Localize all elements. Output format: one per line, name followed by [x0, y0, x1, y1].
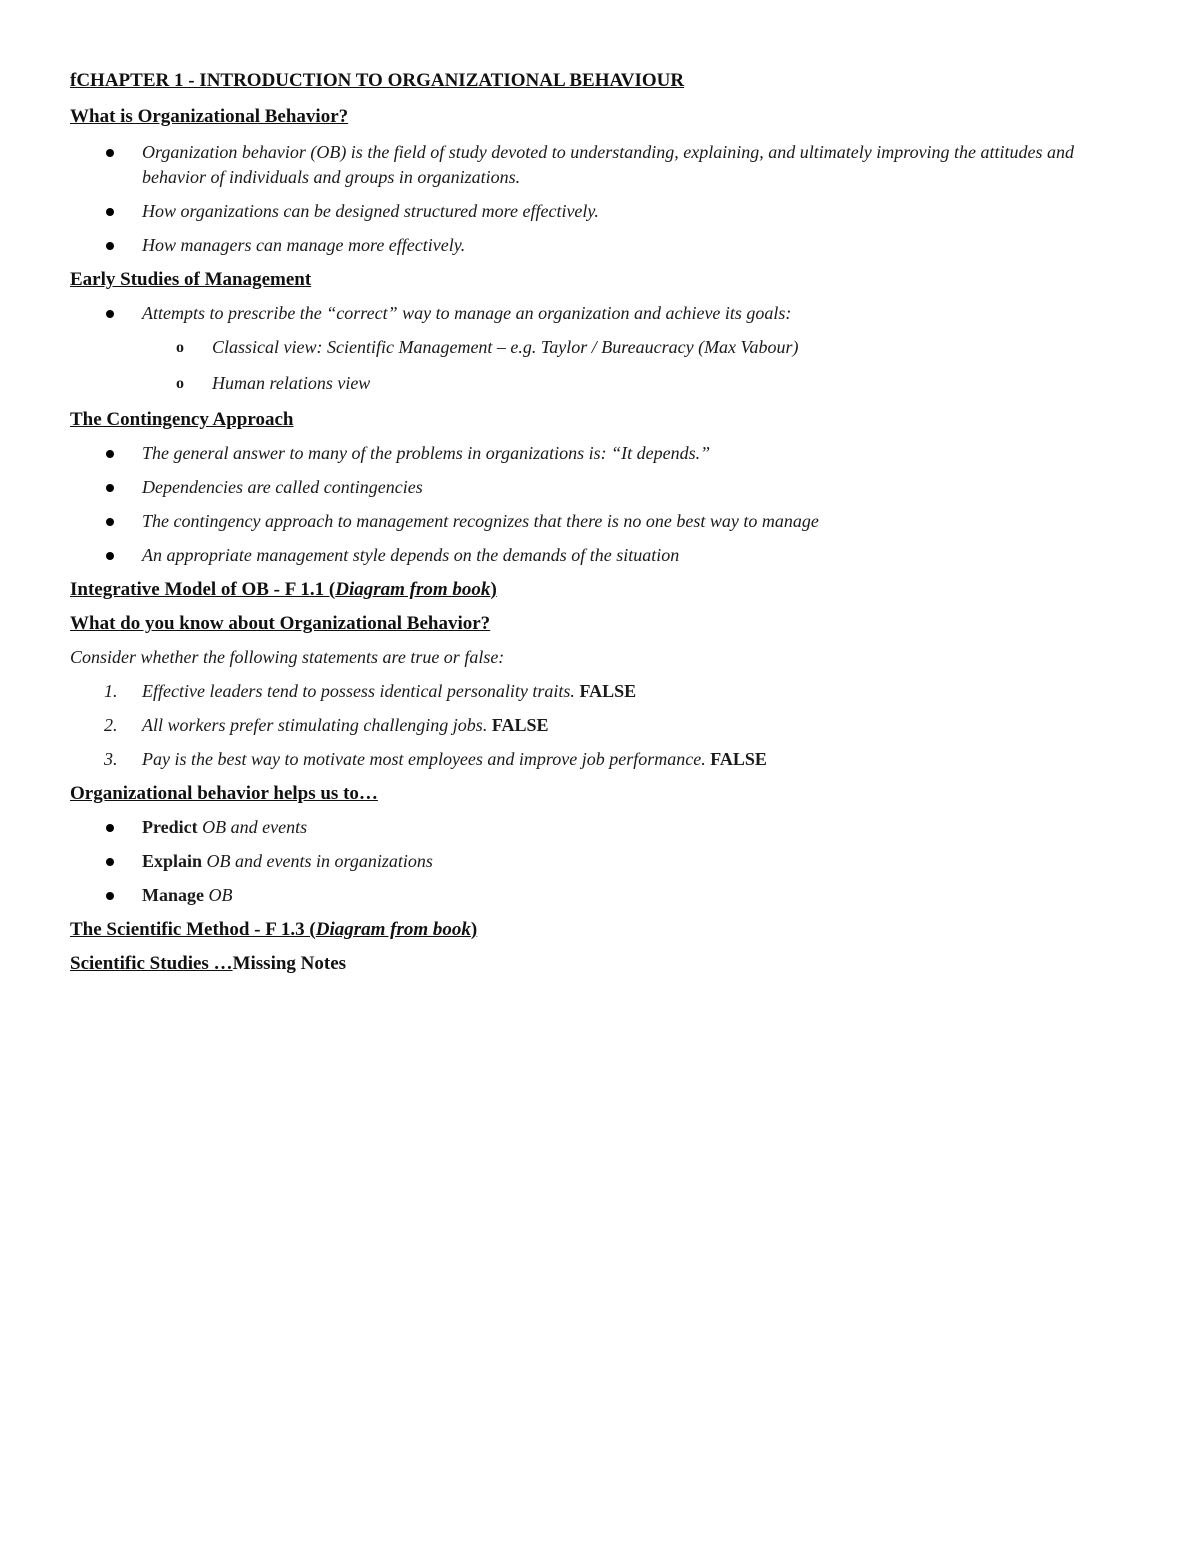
document-title: fCHAPTER 1 - INTRODUCTION TO ORGANIZATIONAL BEHAVIOUR — [70, 70, 685, 91]
section-heading-early-studies: Early Studies of Management — [70, 269, 312, 290]
sublist-item — [70, 371, 1130, 396]
section-heading-scientific-method — [70, 917, 1130, 943]
bullet-icon — [106, 310, 114, 318]
heading-text: Scientific Studies … — [70, 953, 233, 974]
list-item-text: Organization behavior (OB) is the field of study devoted to understanding, explaining, and ultimately improving the attitudes and behavior of individuals and groups in organizations. — [142, 142, 1075, 187]
item-number: 1. — [104, 681, 118, 701]
bullet-icon — [106, 892, 114, 900]
list-item-text: OB and events in organizations — [202, 851, 433, 871]
list-item-text: An appropriate management style depends on the demands of the situation — [142, 545, 680, 565]
list-item — [70, 475, 1130, 500]
list-item — [70, 849, 1130, 874]
bullet-icon — [106, 149, 114, 157]
numbered-item — [70, 713, 1130, 738]
list-item-text: OB — [204, 885, 233, 905]
list-item — [70, 233, 1130, 258]
item-text: Pay is the best way to motivate most employees and improve job performance. — [142, 749, 711, 769]
true-false-list — [70, 679, 1130, 772]
heading-text: Integrative Model of OB - F 1.1 ( — [70, 579, 336, 600]
list-item — [70, 441, 1130, 466]
intro-text: Consider whether the following statements are true or false: — [70, 647, 505, 667]
sub-bullet-icon: o — [176, 339, 184, 356]
bullet-icon — [106, 552, 114, 560]
section-heading-ob-helps: Organizational behavior helps us to… — [70, 783, 378, 804]
list-item-bold: Predict — [142, 817, 198, 837]
list-item — [70, 140, 1130, 190]
list-item-text: The contingency approach to management recognizes that there is no one best way to manage — [142, 511, 819, 531]
list-item-text: OB and events — [197, 817, 308, 837]
item-answer: FALSE — [710, 749, 767, 769]
item-answer: FALSE — [579, 681, 637, 701]
bullet-icon — [106, 858, 114, 866]
section-heading-what-do-you-know: What do you know about Organizational Behavior? — [70, 613, 491, 634]
list-item — [70, 883, 1130, 908]
item-number: 2. — [104, 715, 118, 735]
heading-end-text: ) — [490, 579, 497, 600]
list-item-text: How managers can manage more effectively. — [142, 235, 466, 255]
list-item — [70, 543, 1130, 568]
section-heading-integrative-model — [70, 577, 1130, 603]
early-studies-sublist — [70, 335, 1130, 396]
sublist-item — [70, 335, 1130, 360]
bullet-icon — [106, 450, 114, 458]
bullet-icon — [106, 242, 114, 250]
sublist-item-text: Classical view: Scientific Management – e.g. Taylor / Bureaucracy (Max Vabour) — [212, 337, 799, 357]
list-item-text: Dependencies are called contingencies — [142, 477, 423, 497]
sublist-item-text: Human relations view — [212, 373, 371, 393]
sub-bullet-icon: o — [176, 375, 184, 392]
what-is-ob-list — [70, 140, 1130, 258]
numbered-item — [70, 679, 1130, 704]
list-item-text: How organizations can be designed structured more effectively. — [142, 201, 599, 221]
numbered-item — [70, 747, 1130, 772]
item-number: 3. — [104, 749, 118, 769]
list-item — [70, 199, 1130, 224]
ob-helps-list — [70, 815, 1130, 908]
list-item-bold: Explain — [142, 851, 203, 871]
heading-italic-text: Diagram from book — [335, 579, 491, 600]
heading-tail-text: Missing Notes — [232, 953, 347, 974]
heading-text: The Scientific Method - F 1.3 ( — [70, 919, 316, 940]
list-item — [70, 301, 1130, 326]
bullet-icon — [106, 518, 114, 526]
heading-end-text: ) — [470, 919, 478, 940]
bullet-icon — [106, 208, 114, 216]
bullet-icon — [106, 484, 114, 492]
list-item-text: The general answer to many of the problems in organizations is: “It depends.” — [142, 443, 711, 463]
early-studies-list — [70, 301, 1130, 326]
section-heading-contingency: The Contingency Approach — [70, 409, 294, 430]
list-item — [70, 509, 1130, 534]
item-text: All workers prefer stimulating challenging jobs. — [142, 715, 492, 735]
list-item-bold: Manage — [142, 885, 204, 905]
section-heading-scientific-studies — [70, 951, 1130, 977]
heading-italic-text: Diagram from book — [315, 919, 471, 940]
document-page — [70, 68, 1130, 985]
list-item-text: Attempts to prescribe the “correct” way to manage an organization and achieve its goals: — [142, 303, 792, 323]
item-answer: FALSE — [491, 715, 549, 735]
section-heading-what-is-ob: What is Organizational Behavior? — [70, 106, 349, 127]
contingency-list — [70, 441, 1130, 568]
list-item — [70, 815, 1130, 840]
item-text: Effective leaders tend to possess identical personality traits. — [142, 681, 580, 701]
bullet-icon — [106, 824, 114, 832]
